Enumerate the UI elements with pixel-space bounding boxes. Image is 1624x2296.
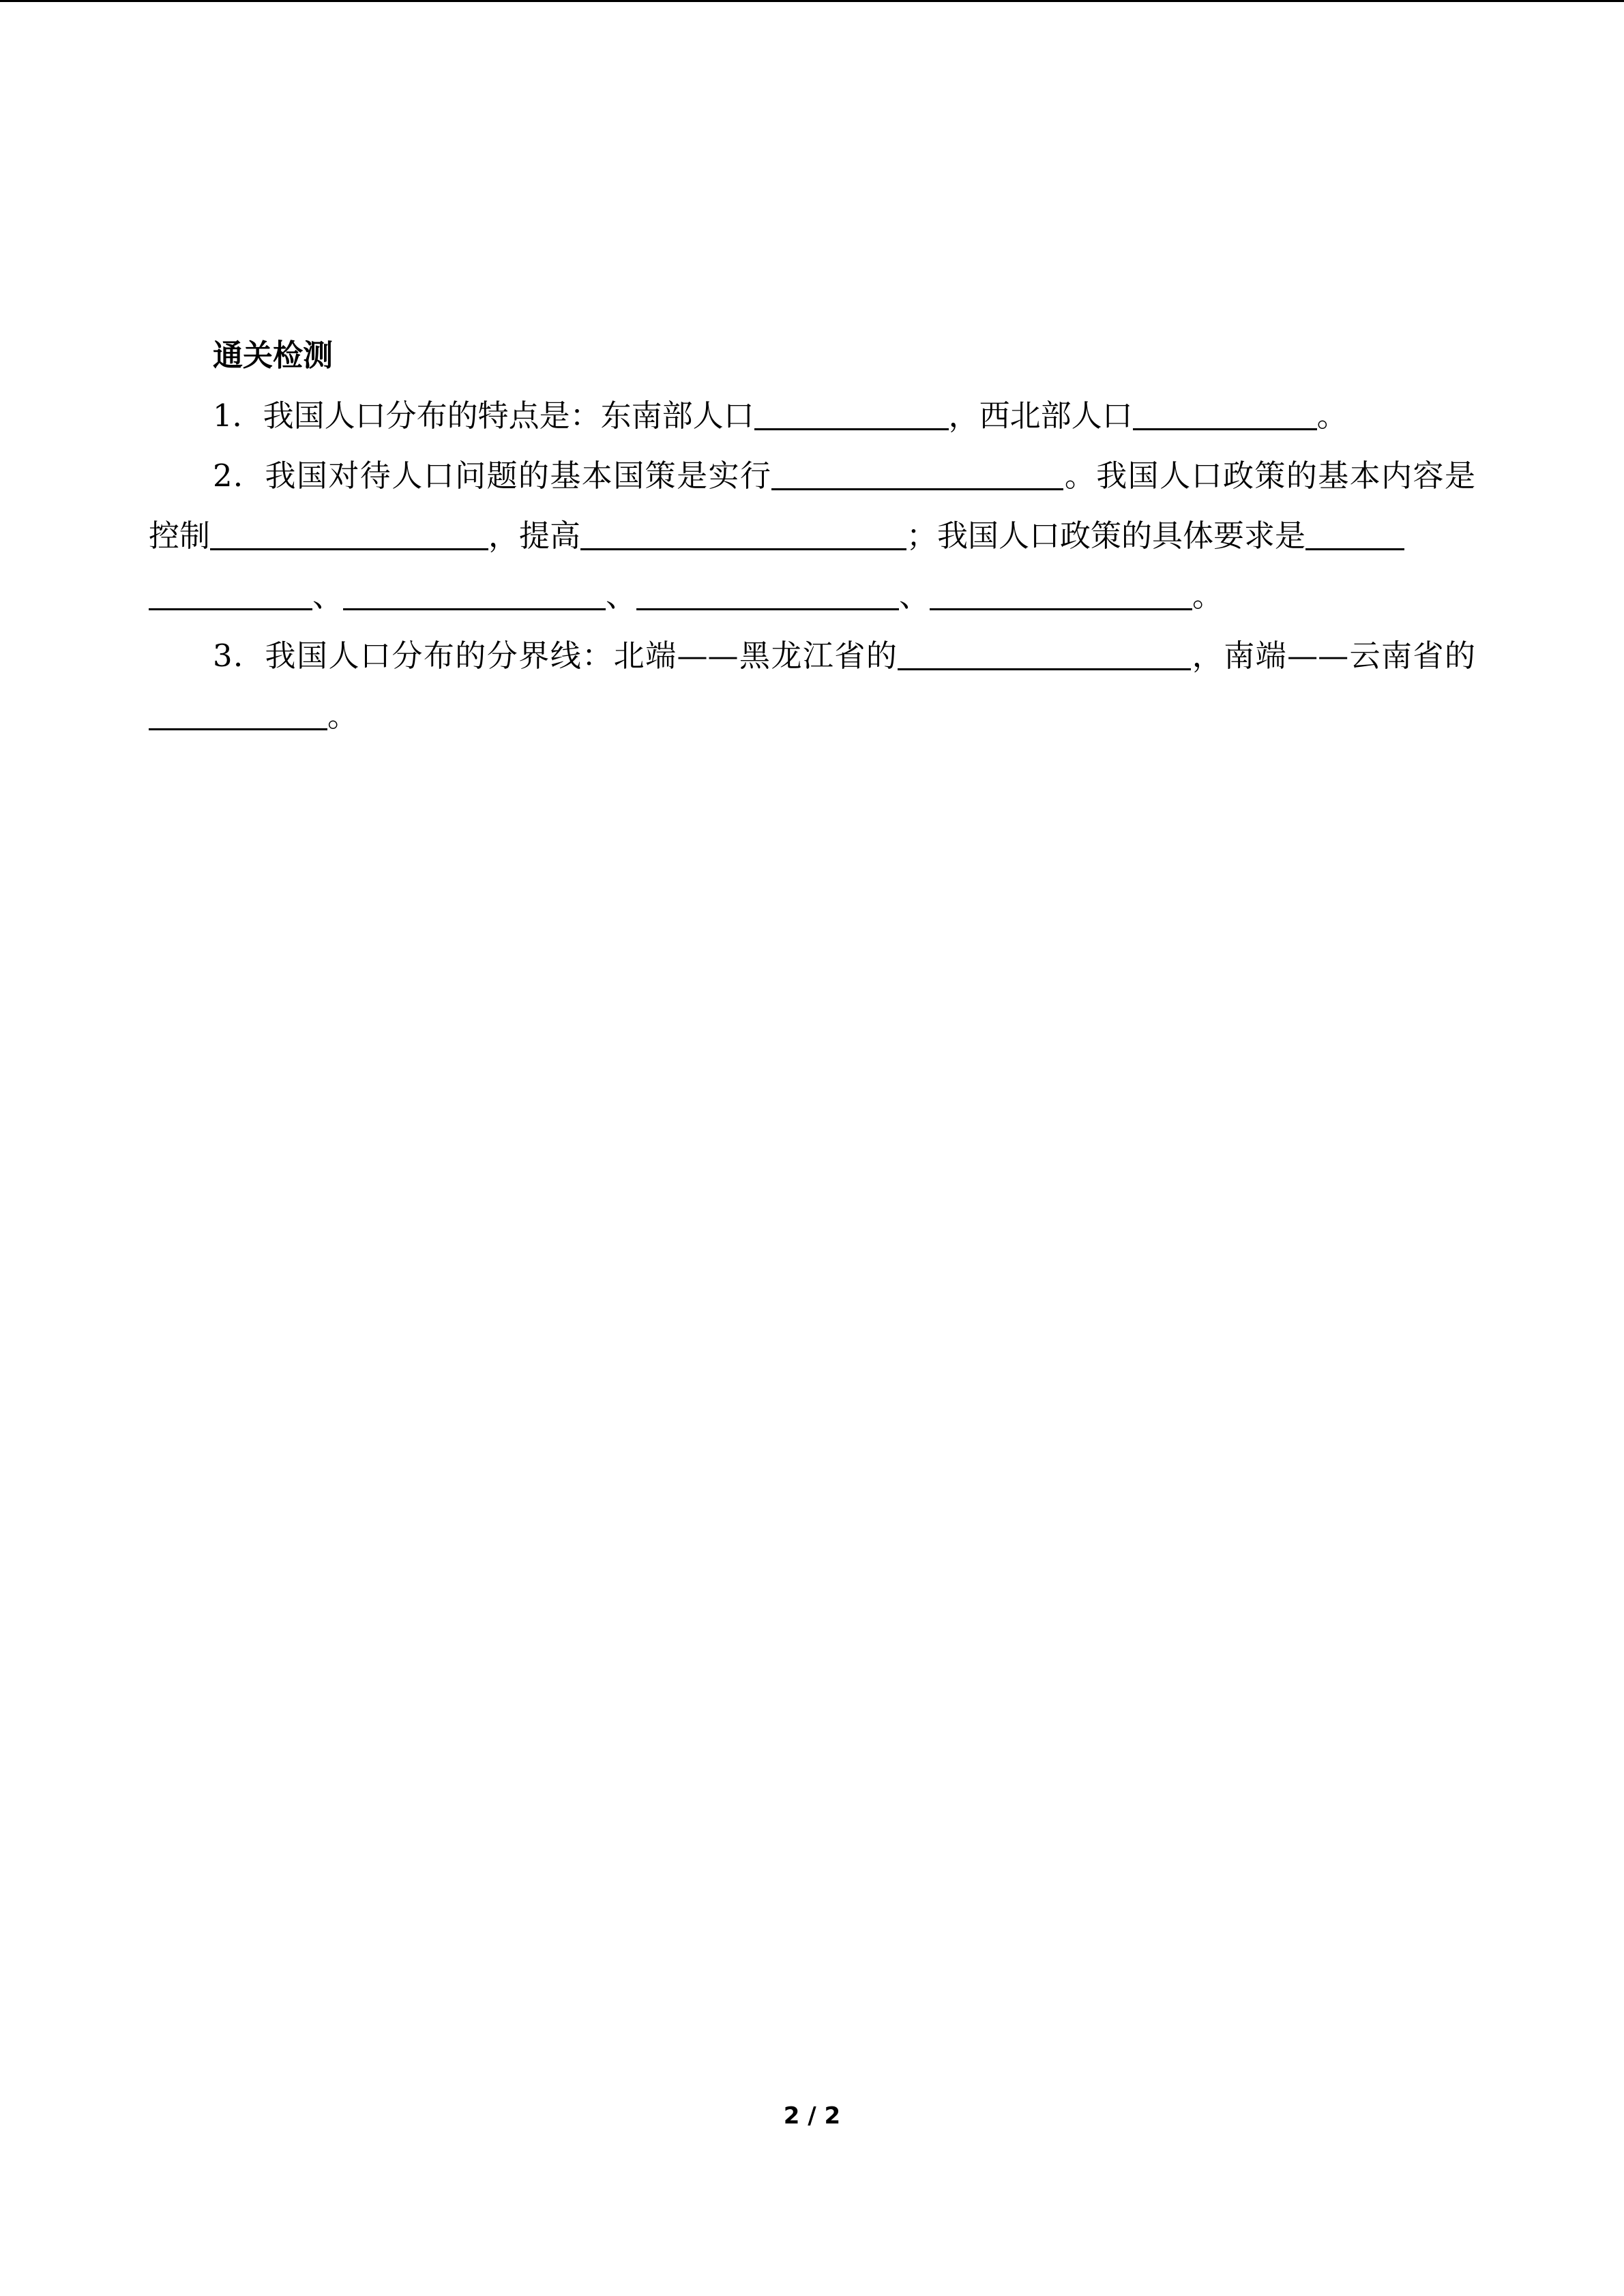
section-title: 通关检测 bbox=[213, 338, 333, 373]
question-3-blank-1[interactable] bbox=[898, 638, 1191, 670]
question-2-text-b: 。我国人口政策的基本内容是控制 bbox=[149, 458, 1475, 554]
question-3-text-c: 。 bbox=[327, 698, 359, 734]
question-2-blank-5[interactable] bbox=[343, 578, 606, 610]
question-3 bbox=[149, 626, 1475, 746]
question-1-blank-2[interactable] bbox=[1133, 398, 1317, 430]
question-2-text-a: 2．我国对待人口问题的基本国策是实行 bbox=[213, 458, 772, 494]
question-1-text-a: 1．我国人口分布的特点是：东南部人口 bbox=[213, 398, 754, 434]
question-2-blank-6[interactable] bbox=[636, 578, 899, 610]
question-2-blank-4b[interactable] bbox=[149, 578, 312, 610]
question-1-blank-1[interactable] bbox=[754, 398, 949, 430]
question-2-text-e: 。 bbox=[1192, 578, 1224, 614]
question-3-blank-2[interactable] bbox=[149, 698, 327, 730]
question-2-blank-1[interactable] bbox=[771, 458, 1063, 490]
question-1 bbox=[149, 386, 1475, 446]
question-2-blank-4a[interactable] bbox=[1305, 518, 1404, 550]
page-number: 2 / 2 bbox=[783, 2102, 841, 2130]
question-2-text-c: ，提高 bbox=[488, 518, 581, 554]
question-2-blank-2[interactable] bbox=[210, 518, 488, 550]
question-1-text-b: ，西北部人口 bbox=[948, 398, 1133, 434]
question-2-separator-3: 、 bbox=[899, 578, 930, 614]
question-3-text-b: ，南端——云南省的 bbox=[1191, 638, 1475, 674]
question-2-separator-1: 、 bbox=[312, 578, 344, 614]
question-2-blank-7[interactable] bbox=[930, 578, 1192, 610]
question-2 bbox=[149, 446, 1475, 626]
top-border-line bbox=[0, 0, 1624, 2]
question-1-text-c: 。 bbox=[1316, 398, 1348, 434]
question-2-separator-2: 、 bbox=[606, 578, 637, 614]
worksheet-content bbox=[149, 326, 1475, 746]
question-2-text-d: ；我国人口政策的具体要求是 bbox=[906, 518, 1306, 554]
question-2-blank-3[interactable] bbox=[580, 518, 906, 550]
question-3-text-a: 3．我国人口分布的分界线：北端——黑龙江省的 bbox=[213, 638, 898, 674]
